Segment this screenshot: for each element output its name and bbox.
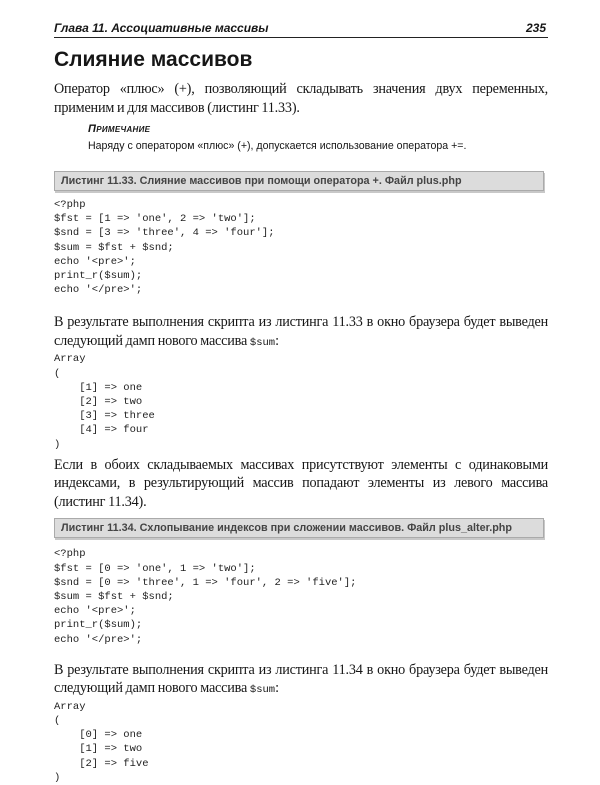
running-header bbox=[54, 20, 548, 38]
code-line: <?php bbox=[54, 548, 86, 561]
result-paragraph bbox=[54, 313, 548, 352]
code-line: $snd = [3 => 'three', 4 => 'four']; bbox=[54, 227, 275, 240]
code-line: Array bbox=[54, 353, 86, 366]
code-line: echo '</pre>'; bbox=[54, 284, 143, 297]
output-dump bbox=[54, 352, 548, 451]
code-line: ) bbox=[54, 438, 61, 451]
section-title: Слияние массивов bbox=[54, 48, 253, 71]
explain-paragraph: Если в обоих складываемых массивах присутствуют элементы с одинаковыми индексами, в результирующий массив попадают элементы из левого массива (листинг 11.34). bbox=[54, 456, 548, 510]
code-line: [1] => two bbox=[54, 743, 143, 756]
punctuation: : bbox=[275, 332, 279, 349]
code-line: echo '</pre>'; bbox=[54, 633, 143, 646]
code-line: echo '<pre>'; bbox=[54, 255, 136, 268]
intro-paragraph: Оператор «плюс» (+), позволяющий складывать значения двух переменных, применим и для массивов (листинг 11.33). bbox=[54, 81, 548, 116]
code-line: $fst = [1 => 'one', 2 => 'two']; bbox=[54, 213, 256, 226]
chapter-title: Глава 11. Ассоциативные массивы bbox=[54, 21, 269, 35]
code-listing bbox=[54, 547, 548, 646]
code-line: print_r($sum); bbox=[54, 619, 143, 632]
code-line: [2] => two bbox=[54, 396, 143, 409]
code-line: [1] => one bbox=[54, 381, 143, 394]
code-listing bbox=[54, 198, 548, 297]
code-line: $sum = $fst + $snd; bbox=[54, 590, 174, 603]
variable-name: $sum bbox=[249, 336, 276, 349]
code-line: echo '<pre>'; bbox=[54, 605, 136, 618]
note-text: Наряду с оператором «плюс» (+), допускается использование оператора +=. bbox=[88, 140, 467, 152]
note-heading: Примечание bbox=[88, 123, 151, 135]
code-line: $snd = [0 => 'three', 1 => 'four', 2 => 'five']; bbox=[54, 576, 357, 589]
code-line: [3] => three bbox=[54, 410, 155, 423]
result-text: В результате выполнения скрипта из листинга 11.33 в окно браузера будет выведен следующий дамп нового массива bbox=[54, 314, 548, 349]
listing-caption: Листинг 11.33. Слияние массивов при помощи оператора +. Файл plus.php bbox=[54, 171, 544, 191]
code-line: <?php bbox=[54, 199, 86, 211]
code-line: [4] => four bbox=[54, 424, 149, 437]
result-paragraph bbox=[54, 661, 548, 700]
code-line: print_r($sum); bbox=[54, 270, 143, 283]
code-line: [0] => one bbox=[54, 729, 143, 742]
code-line: ) bbox=[54, 771, 61, 784]
code-line: ( bbox=[54, 367, 61, 380]
output-dump bbox=[54, 700, 548, 785]
book-page bbox=[54, 0, 548, 785]
listing-caption: Листинг 11.34. Схлопывание индексов при сложении массивов. Файл plus_alter.php bbox=[54, 518, 544, 538]
code-line: $fst = [0 => 'one', 1 => 'two']; bbox=[54, 562, 256, 575]
code-line: Array bbox=[54, 700, 86, 713]
variable-name: $sum bbox=[249, 684, 276, 697]
code-line: ( bbox=[54, 714, 61, 727]
code-line: $sum = $fst + $snd; bbox=[54, 241, 174, 254]
punctuation: : bbox=[275, 680, 279, 697]
code-line: [2] => five bbox=[54, 757, 149, 770]
page-number: 235 bbox=[525, 21, 546, 35]
result-text: В результате выполнения скрипта из листинга 11.34 в окно браузера будет выведен следующий дамп нового массива bbox=[54, 661, 548, 697]
